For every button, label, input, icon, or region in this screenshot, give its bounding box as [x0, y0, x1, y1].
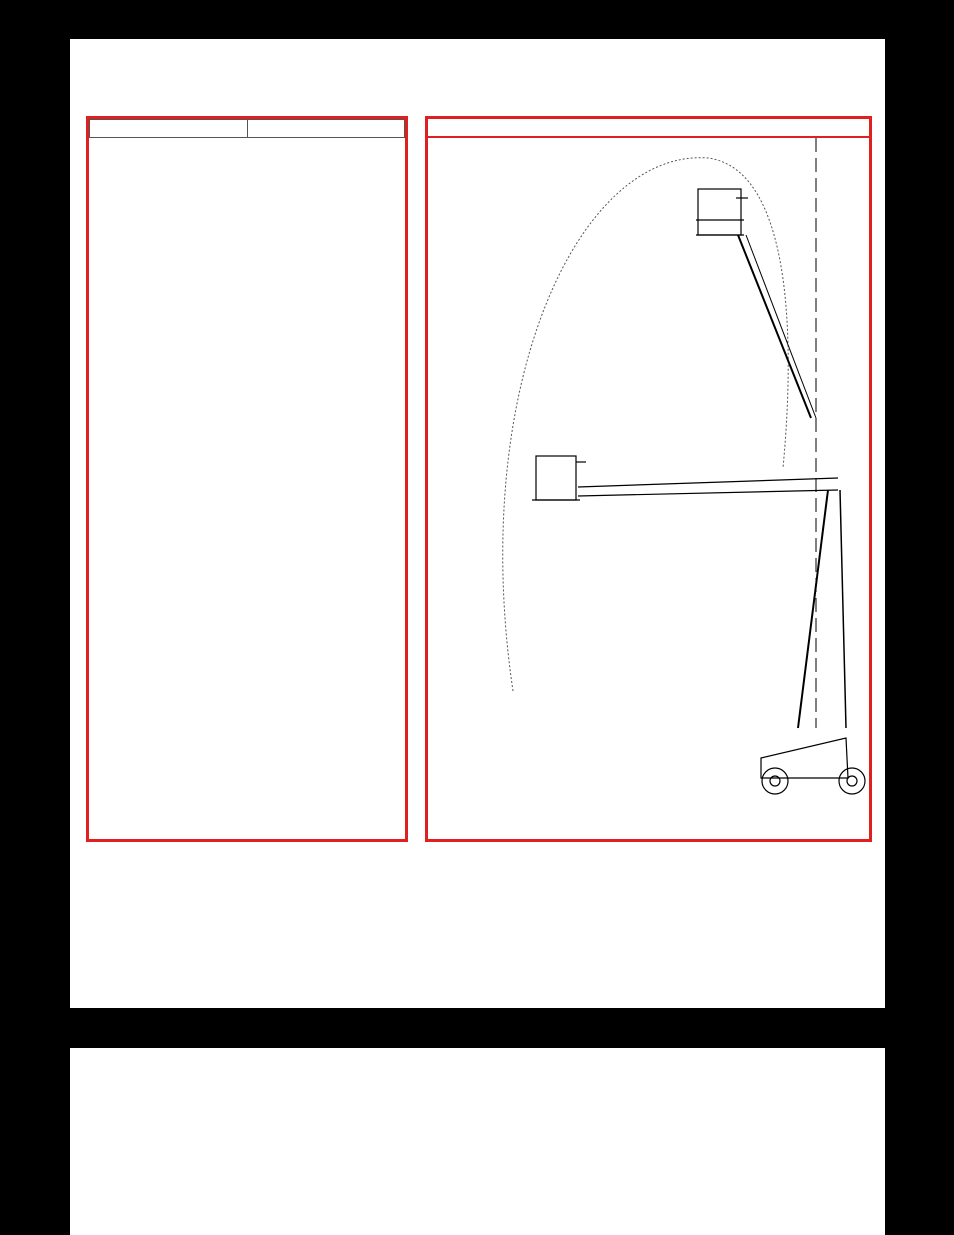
more-information-banner: [70, 1008, 885, 1048]
page-title: [70, 0, 885, 39]
reach-envelope-diagram-box: [425, 116, 872, 842]
specifications-panel: [70, 39, 885, 1008]
item-column-header: [90, 120, 248, 138]
spec-table: [89, 119, 405, 138]
diagram-title: [428, 119, 869, 138]
reach-envelope-diagram: [428, 138, 869, 839]
spec-table-header: [90, 120, 405, 138]
reach-envelope-curve: [503, 158, 788, 691]
stowed-platform: [532, 456, 865, 794]
right-side-banner: [885, 0, 954, 1235]
contact-section: [70, 1048, 885, 1235]
spec-table-box: [86, 116, 408, 842]
raised-platform: [696, 189, 816, 418]
specification-column-header: [247, 120, 405, 138]
left-side-banner: [0, 0, 70, 1235]
